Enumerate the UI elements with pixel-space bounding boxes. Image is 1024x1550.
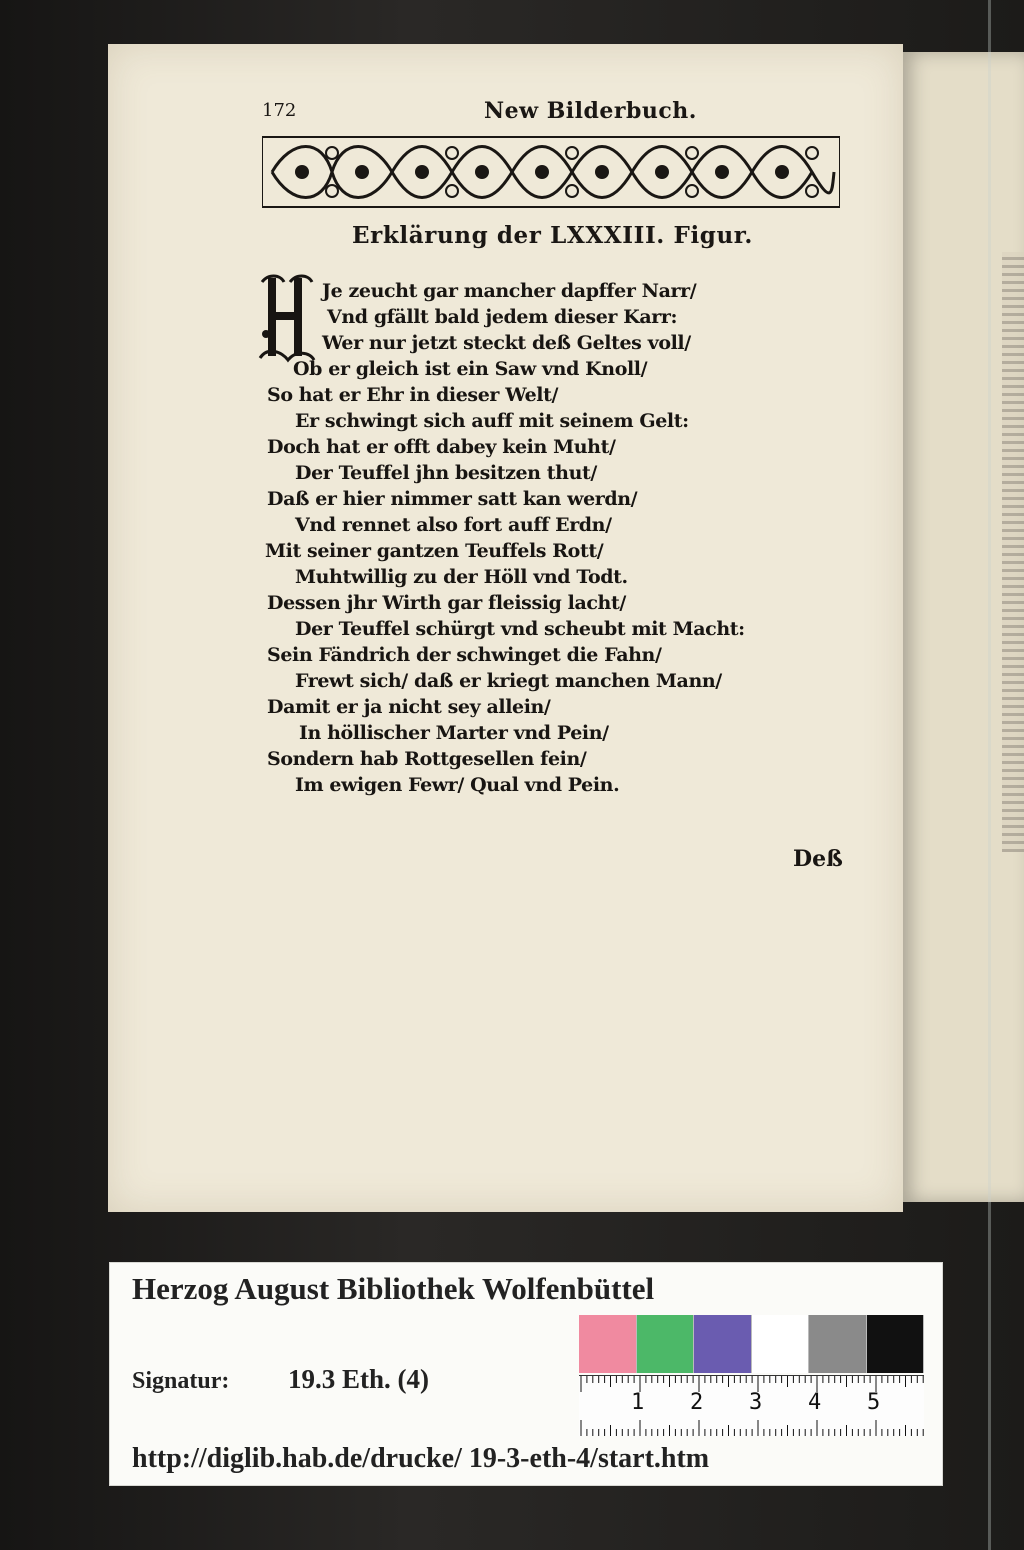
color-swatch <box>637 1315 695 1373</box>
poem-line: Ob er gleich ist ein Saw vnd Knoll/ <box>293 358 648 380</box>
poem-line: Im ewigen Fewr/ Qual vnd Pein. <box>295 774 620 796</box>
glass-plate-edge <box>988 0 991 1550</box>
poem-line: Muhtwillig zu der Höll vnd Todt. <box>295 566 628 588</box>
signatur-label: Signatur: <box>132 1368 230 1394</box>
ornamental-border <box>262 133 840 211</box>
decorated-initial-H <box>258 272 316 364</box>
color-swatch <box>867 1315 925 1373</box>
poem-line: Vnd rennet also fort auff Erdn/ <box>295 514 612 536</box>
page-number: 172 <box>262 100 297 121</box>
poem-line: Wer nur jetzt steckt deß Geltes voll/ <box>322 332 691 354</box>
color-swatch <box>579 1315 637 1373</box>
signatur-value: 19.3 Eth. (4) <box>288 1364 429 1394</box>
running-title: New Bilderbuch. <box>484 98 697 124</box>
poem-line: Doch hat er offt dabey kein Muht/ <box>267 436 616 458</box>
poem-line: Damit er ja nicht sey allein/ <box>267 696 551 718</box>
color-swatch <box>694 1315 752 1373</box>
poem-line: In höllischer Marter vnd Pein/ <box>299 722 609 744</box>
poem-line: Der Teuffel schürgt vnd scheubt mit Macht: <box>295 618 745 640</box>
poem-line: Sondern hab Rottgesellen fein/ <box>267 748 587 770</box>
poem-line: Dessen jhr Wirth gar fleissig lacht/ <box>267 592 626 614</box>
ruler-number: 3 <box>749 1390 763 1415</box>
facing-page-edge <box>903 52 1024 1202</box>
ruler-number: 1 <box>631 1390 645 1415</box>
color-swatch <box>809 1315 867 1373</box>
facing-page-print-bleed <box>1002 252 1024 852</box>
poem-line: Frewt sich/ daß er kriegt manchen Mann/ <box>295 670 722 692</box>
library-reference-card <box>109 1262 943 1486</box>
catchword: Deß <box>793 846 843 872</box>
section-heading: Erklärung der LXXXIII. Figur. <box>352 222 753 249</box>
ruler-number: 5 <box>867 1390 881 1415</box>
poem-line: Vnd gfällt bald jedem dieser Karr: <box>327 306 678 328</box>
digital-library-url: http://diglib.hab.de/drucke/ 19-3-eth-4/start.htm <box>132 1443 710 1474</box>
ruler-number: 4 <box>808 1390 822 1415</box>
poem-line: So hat er Ehr in dieser Welt/ <box>267 384 559 406</box>
poem-line: Er schwingt sich auff mit seinem Gelt: <box>295 410 689 432</box>
scale-ruler <box>579 1375 924 1436</box>
poem-line: Der Teuffel jhn besitzen thut/ <box>295 462 597 484</box>
poem-line: Je zeucht gar mancher dapffer Narr/ <box>322 280 697 302</box>
ruler-number: 2 <box>690 1390 704 1415</box>
poem-line: Mit seiner gantzen Teuffels Rott/ <box>265 540 604 562</box>
page-header <box>262 100 840 124</box>
color-calibration-chart <box>579 1315 924 1373</box>
poem-line: Daß er hier nimmer satt kan werdn/ <box>267 488 638 510</box>
poem-line: Sein Fändrich der schwinget die Fahn/ <box>267 644 662 666</box>
institution-name: Herzog August Bibliothek Wolfenbüttel <box>132 1271 655 1306</box>
color-swatch <box>752 1315 810 1373</box>
